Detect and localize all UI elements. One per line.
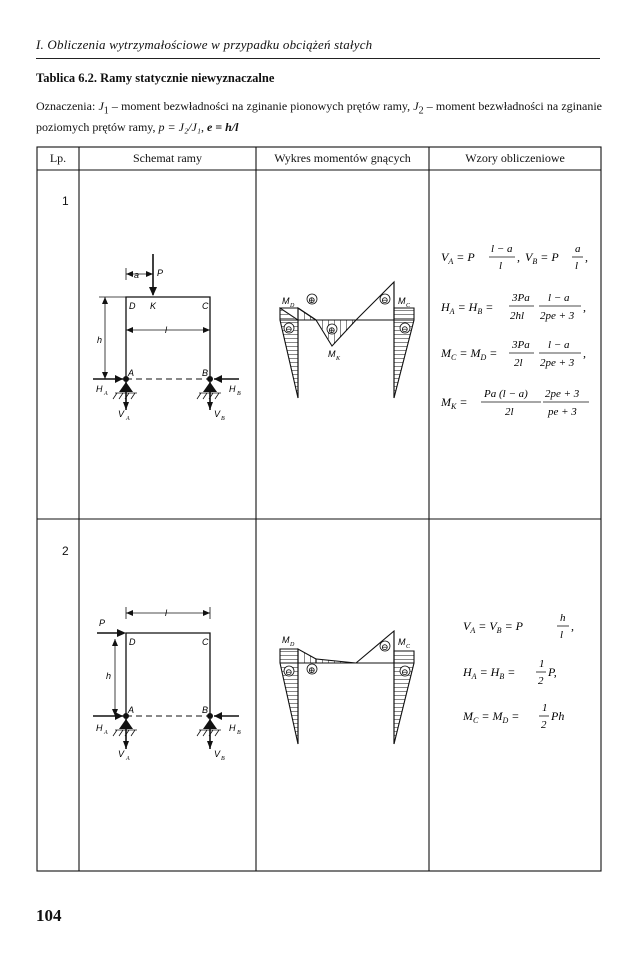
r1-f1-lhs: $V_A = P$	[441, 250, 475, 266]
label-HA-2: H	[96, 723, 103, 733]
legend-j1: J	[98, 99, 104, 113]
r1-f3-den: 2l	[514, 357, 523, 369]
r2-f3-den: 2	[541, 719, 547, 731]
sign-minus-1c: ⊖	[401, 324, 409, 334]
label-MC-2: M	[398, 637, 406, 647]
sign-plus-2a: ⊕	[308, 665, 316, 675]
page-number: 104	[36, 906, 62, 925]
label-A-1: A	[128, 368, 135, 378]
sub-A-V2: A	[126, 756, 130, 762]
frame-2-members	[126, 633, 210, 716]
r1-f1-den2: l	[575, 260, 579, 272]
table-title: Tablica 6.2. Ramy statycznie niewyznaczalne	[36, 71, 275, 85]
moment-beam-positive	[316, 320, 356, 346]
r1-f1-end: ,	[585, 250, 588, 264]
col-header-lp: Lp.	[49, 151, 67, 165]
sign-plus-1a: ⊕	[308, 295, 316, 305]
label-C-1: C	[202, 301, 209, 311]
r1-f2-den: 2hl	[510, 310, 525, 322]
r1-f2-den2: 2pe + 3	[540, 310, 575, 322]
label-MD-1: M	[282, 296, 290, 306]
r1-f1-den: l	[499, 260, 503, 272]
r1-f1-num2: a	[575, 243, 581, 255]
label-HB-1: H	[229, 384, 236, 394]
sub-B-V1: B	[221, 416, 225, 422]
sub-D-M2: D	[290, 642, 295, 648]
label-VA-1: V	[118, 409, 125, 419]
label-A-2: A	[128, 705, 135, 715]
label-VB-1: V	[214, 409, 221, 419]
label-VB-2: V	[214, 749, 221, 759]
sub-B-H1: B	[237, 391, 241, 397]
r1-f3-den2: 2pe + 3	[540, 357, 575, 369]
r1-f3-num2: l − a	[548, 339, 570, 351]
sign-minus-1b: ⊖	[381, 295, 389, 305]
row-2-moment-diagram	[256, 519, 429, 871]
running-head: I. Obliczenia wytrzymałościowe w przypadku obciążeń stałych	[36, 37, 373, 52]
label-MC-1: M	[398, 296, 406, 306]
sign-minus-1a: ⊖	[285, 324, 293, 334]
row-1-moment-diagram	[256, 170, 429, 519]
r2-f3-num: 1	[542, 702, 548, 714]
sign-minus-2b: ⊖	[381, 642, 389, 652]
r1-f3-end: ,	[583, 346, 586, 360]
sub-D-M1: D	[290, 303, 295, 309]
moment-right-column	[394, 308, 414, 398]
r1-f2-num: 3Pa	[512, 292, 530, 304]
label-D-2: D	[129, 637, 136, 647]
col-header-schemat: Schemat ramy	[133, 151, 202, 165]
sub-K-M1: K	[336, 356, 341, 362]
legend-j2: J	[413, 99, 419, 113]
label-MK-1: M	[328, 349, 336, 359]
r1-f3-num: 3Pa	[512, 339, 530, 351]
sub-C-M2: C	[406, 644, 411, 650]
r2-f1-lhs: $V_A = V_B = P$	[463, 619, 523, 635]
row-2-formulas	[429, 519, 601, 871]
moment-right-column-2	[394, 651, 414, 744]
label-P-1: P	[157, 268, 164, 278]
row-2-lp: 2	[62, 544, 69, 558]
legend-j2-sub: 2	[418, 105, 424, 117]
r1-f2-num2: l − a	[548, 292, 570, 304]
legend-prefix: Oznaczenia:	[36, 99, 99, 113]
sub-C-M1: C	[406, 303, 411, 309]
label-a-1: a	[134, 270, 140, 280]
frame-1-members	[126, 297, 210, 379]
legend-sep: ,	[200, 120, 207, 135]
r2-f3-tail: Ph	[551, 709, 565, 723]
r1-f3-lhs: $M_C = M_D$ =	[441, 346, 498, 362]
row-1-frame-diagram	[79, 170, 256, 519]
r1-f1-sep: ,	[517, 250, 520, 264]
row-2-frame-diagram	[79, 519, 256, 871]
r1-f4-num2: 2pe + 3	[545, 388, 580, 400]
moment-left-column	[280, 308, 298, 398]
r1-f1-lhs2: $V_B = P$	[525, 250, 559, 266]
moment-beam-2	[316, 659, 356, 663]
sign-plus-1b: ⊕	[328, 325, 336, 335]
col-header-wykres: Wykres momentów gnących	[274, 151, 411, 165]
r1-f2-lhs: $H_A = H_B$ =	[441, 300, 494, 316]
col-header-wzory: Wzory obliczeniowe	[465, 151, 565, 165]
label-h-1: h	[97, 335, 103, 345]
r2-f1-num: h	[560, 612, 566, 624]
label-HA-1: H	[96, 384, 103, 394]
label-MD-2: M	[282, 635, 290, 645]
label-l-2: l	[165, 608, 167, 618]
r1-f2-end: ,	[583, 300, 586, 314]
label-D-1: D	[129, 301, 136, 311]
sub-A-V1: A	[126, 416, 130, 422]
label-B-2: B	[202, 705, 209, 715]
r2-f2-lhs: $H_A = H_B$ =	[463, 665, 516, 681]
r2-f1-den: l	[560, 629, 564, 641]
sign-minus-2c: ⊖	[401, 667, 409, 677]
r2-f2-num: 1	[539, 658, 545, 670]
sub-A-H1: A	[104, 391, 108, 397]
sub-A-H2: A	[104, 730, 108, 736]
label-B-1: B	[202, 368, 209, 378]
r2-f2-den: 2	[538, 675, 544, 687]
r2-f1-end: ,	[571, 619, 574, 633]
legend-e-def: e = h/l	[206, 120, 239, 135]
label-HB-2: H	[229, 723, 236, 733]
r2-f3-lhs: $M_C = M_D$ =	[463, 709, 520, 725]
label-K-1: K	[150, 301, 157, 311]
r1-f4-den2: pe + 3	[548, 406, 577, 418]
label-VA-2: V	[118, 749, 125, 759]
sign-minus-2a: ⊖	[285, 667, 293, 677]
label-P-2: P	[99, 618, 106, 628]
label-C-2: C	[202, 637, 209, 647]
row-1-lp: 1	[62, 194, 69, 208]
sub-B-V2: B	[221, 756, 225, 762]
r1-f1-num: l − a	[491, 243, 513, 255]
legend-text-1: – moment bezwładności na zginanie pionowych prętów ramy,	[108, 99, 414, 113]
r2-f2-tail: P,	[548, 665, 557, 679]
row-1-formulas	[429, 170, 601, 519]
label-h-2: h	[106, 671, 112, 681]
r1-f4-lhs: $M_K$ =	[441, 395, 468, 411]
legend-j1-sub: 1	[103, 105, 109, 117]
legend-text-2: – moment bezwładności na zginanie poziomych prętów ramy,	[36, 99, 603, 135]
r1-f4-den: 2l	[505, 406, 514, 418]
label-l-1: l	[165, 325, 167, 335]
sub-B-H2: B	[237, 730, 241, 736]
legend-p-def: p = J₂/J₁	[158, 120, 201, 135]
r1-f4-num: Pa (l − a)	[484, 388, 528, 400]
